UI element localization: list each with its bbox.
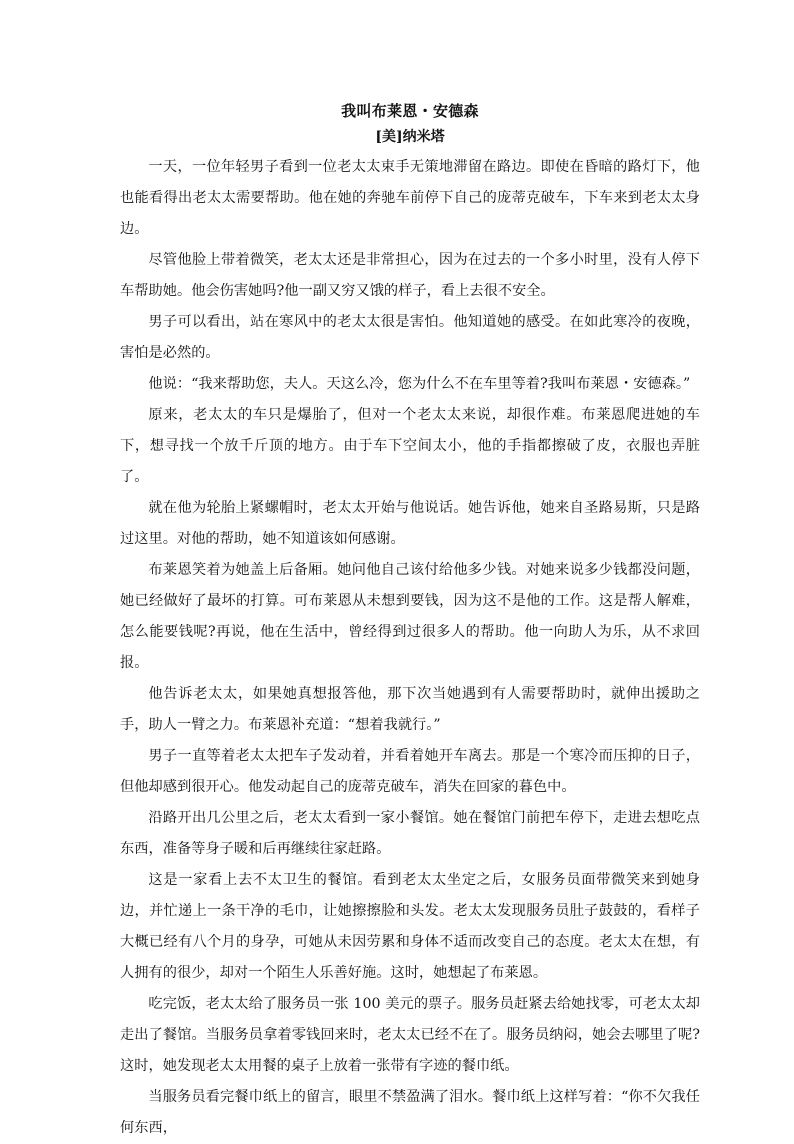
paragraph: 就在他为轮胎上紧螺帽时，老太太开始与他说话。她告诉他，她来自圣路易斯，只是路过这里。对他的帮助，她不知道该如何感谢。 [120,500,700,547]
paragraph: 这是一家看上去不太卫生的餐馆。看到老太太坐定之后，女服务员面带微笑来到她身边，并忙递上一条干净的毛巾，让她擦擦脸和头发。老太太发现服务员肚子鼓鼓的，看样子大概已经有八个月的身孕，可她从未因劳累和身体不适而改变自己的态度。老太太在想，有人拥有的很少，却对一个陌生人乐善好施。这时，她想起了布莱恩。 [120,872,700,981]
document-body [120,98,700,1144]
paragraph: 男子一直等着老太太把车子发动着，并看着她开车离去。那是一个寒冷而压抑的日子，但他却感到很开心。他发动起自己的庞蒂克破车，消失在回家的暮色中。 [120,748,700,795]
paragraph: 布莱恩笑着为她盖上后备厢。她问他自己该付给他多少钱。对她来说多少钱都没问题，她已经做好了最坏的打算。可布莱恩从未想到要钱，因为这不是他的工作。这是帮人解难，怎么能要钱呢?再说，他在生活中，曾经得到过很多人的帮助。他一向助人为乐，从不求回报。 [120,562,700,671]
paragraph: 吃完饭，老太太给了服务员一张 100 美元的票子。服务员赶紧去给她找零，可老太太却走出了餐馆。当服务员拿着零钱回来时，老太太已经不在了。服务员纳闷，她会去哪里了呢?这时，她发现老太太用餐的桌子上放着一张带有字迹的餐巾纸。 [120,996,700,1074]
paragraph: 当服务员看完餐巾纸上的留言，眼里不禁盈满了泪水。餐巾纸上这样写着：“你不欠我任何东西， [120,1089,700,1136]
paragraph: 他告诉老太太，如果她真想报答他，那下次当她遇到有人需要帮助时，就伸出援助之手，助人一臂之力。布莱恩补充道：“想着我就行。” [120,686,700,733]
paragraph: 原来，老太太的车只是爆胎了，但对一个老太太来说，却很作难。布莱恩爬进她的车下，想寻找一个放千斤顶的地方。由于车下空间太小，他的手指都擦破了皮，衣服也弄脏了。 [120,407,700,485]
document-title: 我叫布莱恩・安德森 [341,102,479,120]
paragraph: 尽管他脸上带着微笑，老太太还是非常担心，因为在过去的一个多小时里，没有人停下车帮助她。他会伤害她吗?他一副又穷又饿的样子，看上去很不安全。 [120,252,700,299]
paragraph: 一天，一位年轻男子看到一位老太太束手无策地滞留在路边。即使在昏暗的路灯下，他也能看得出老太太需要帮助。他在她的奔驰车前停下自己的庞蒂克破车，下车来到老太太身边。 [120,159,700,237]
paragraph: 沿路开出几公里之后，老太太看到一家小餐馆。她在餐馆门前把车停下，走进去想吃点东西，准备等身子暖和后再继续往家赶路。 [120,810,700,857]
document-author: [美]纳米塔 [375,129,445,145]
paragraph: 他说：“我来帮助您，夫人。天这么冷，您为什么不在车里等着?我叫布莱恩・安德森。” [148,376,691,392]
paragraph: 男子可以看出，站在寒风中的老太太很是害怕。他知道她的感受。在如此寒冷的夜晚，害怕是必然的。 [120,314,700,361]
